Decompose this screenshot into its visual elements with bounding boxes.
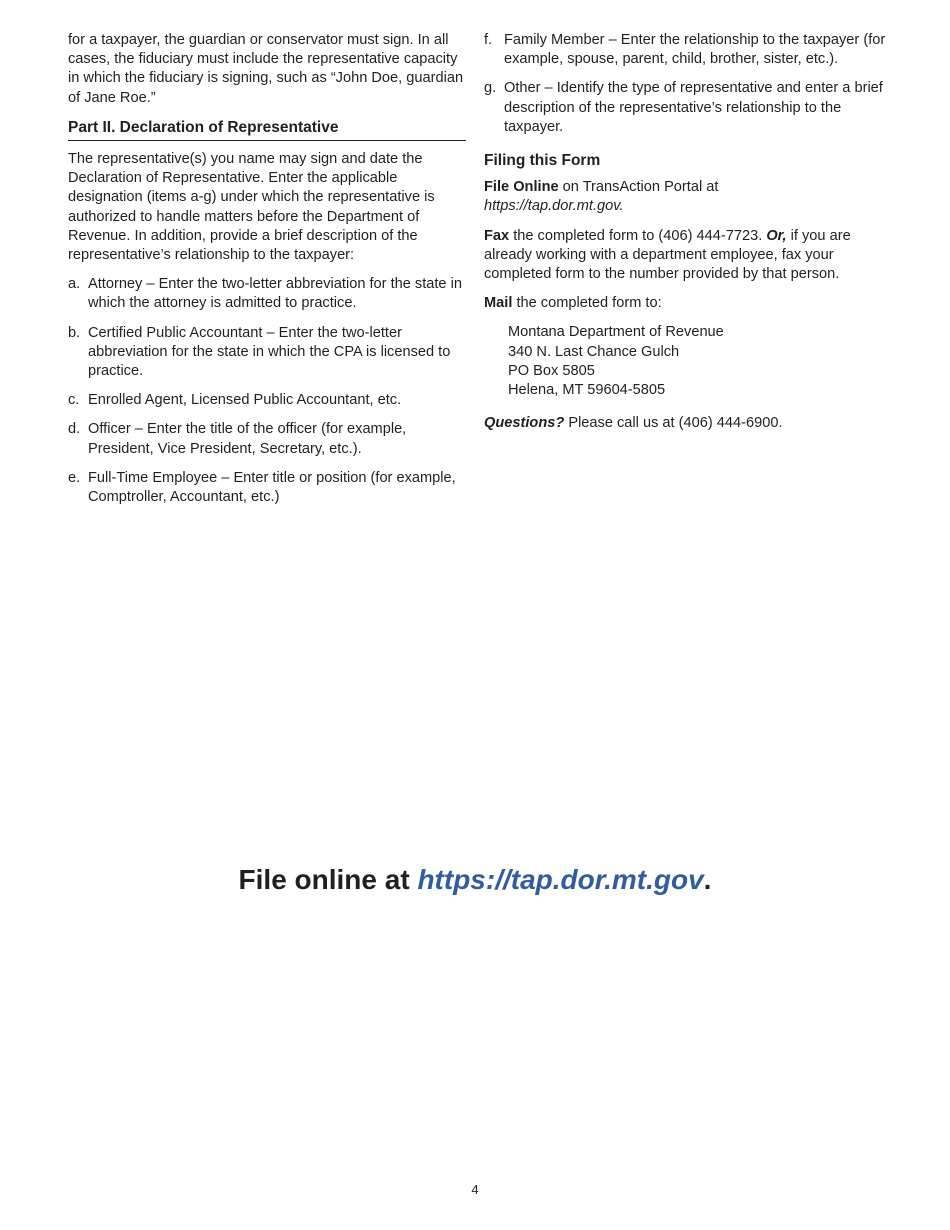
fax-text: the completed form to (406) 444-7723. <box>509 227 767 244</box>
fiduciary-paragraph: for a taxpayer, the guardian or conservator must sign. In all cases, the fiduciary must include the representative capacity in which the fiduciary is signing, such as “John Doe, guardian of Jane Roe.” <box>68 32 464 106</box>
item-letter: e. <box>68 469 81 486</box>
file-online-paragraph <box>484 178 886 216</box>
mail-label: Mail <box>484 295 513 312</box>
fax-label: Fax <box>484 227 510 244</box>
mail-text: the completed form to: <box>512 295 662 312</box>
item-letter: g. <box>484 80 497 97</box>
item-text: Enrolled Agent, Licensed Public Accountant, etc. <box>88 392 402 409</box>
part-ii-heading: Part II. Declaration of Representative <box>68 118 466 141</box>
page-number: 4 <box>471 1182 479 1197</box>
item-letter: c. <box>68 392 80 409</box>
item-letter: a. <box>68 276 81 293</box>
right-column <box>484 31 886 443</box>
address-line: Montana Department of Revenue <box>508 324 724 341</box>
item-text: Officer – Enter the title of the officer (for example, President, Vice President, Secretary, etc.). <box>88 421 407 457</box>
fax-text-2: if you are already working with a department employee, fax your completed form to the number provided by that person. <box>484 227 851 283</box>
list-item <box>484 79 886 137</box>
item-letter: d. <box>68 421 81 438</box>
file-online-label: File Online <box>484 179 559 196</box>
fax-or: Or, <box>766 227 787 244</box>
left-column <box>68 31 466 517</box>
list-item <box>68 469 466 507</box>
list-item <box>68 391 466 410</box>
item-text: Attorney – Enter the two-letter abbreviation for the state in which the attorney is admitted to practice. <box>88 276 462 312</box>
list-item <box>68 420 466 458</box>
portal-url[interactable]: https://tap.dor.mt.gov. <box>484 198 624 215</box>
filing-heading: Filing this Form <box>484 152 601 170</box>
questions-paragraph <box>484 414 886 433</box>
address-line: PO Box 5805 <box>508 362 595 379</box>
list-item <box>68 275 466 313</box>
mail-paragraph <box>484 294 886 313</box>
questions-text: Please call us at (406) 444-6900. <box>564 415 783 432</box>
list-item <box>68 324 466 382</box>
banner-link[interactable]: https://tap.dor.mt.gov <box>417 864 704 895</box>
item-text: Family Member – Enter the relationship to the taxpayer (for example, spouse, parent, child, brother, sister, etc.). <box>504 32 886 68</box>
item-text: Certified Public Accountant – Enter the two-letter abbreviation for the state in which the CPA is licensed to practice. <box>88 324 451 380</box>
address-line: 340 N. Last Chance Gulch <box>508 343 680 360</box>
banner-prefix: File online at <box>238 864 418 895</box>
file-online-banner <box>0 864 950 895</box>
banner-suffix: . <box>703 864 712 895</box>
mailing-address <box>484 323 886 400</box>
declaration-paragraph: The representative(s) you name may sign and date the Declaration of Representative. Enter the applicable designation (items a-g) under which the representative is authorized to handle matters before the Department of Revenue. In addition, provide a brief description of the representative’s relationship to the taxpayer: <box>68 151 435 264</box>
address-line: Helena, MT 59604-5805 <box>508 382 666 399</box>
file-online-text: on TransAction Portal at <box>558 179 719 196</box>
fax-paragraph <box>484 227 886 285</box>
questions-label: Questions? <box>484 415 565 432</box>
item-letter: b. <box>68 324 81 341</box>
item-text: Other – Identify the type of representative and enter a brief description of the representative’s relationship to the taxpayer. <box>504 80 883 135</box>
list-item <box>484 31 886 69</box>
item-text: Full-Time Employee – Enter title or position (for example, Comptroller, Accountant, etc.) <box>88 469 456 506</box>
item-letter: f. <box>484 32 493 48</box>
